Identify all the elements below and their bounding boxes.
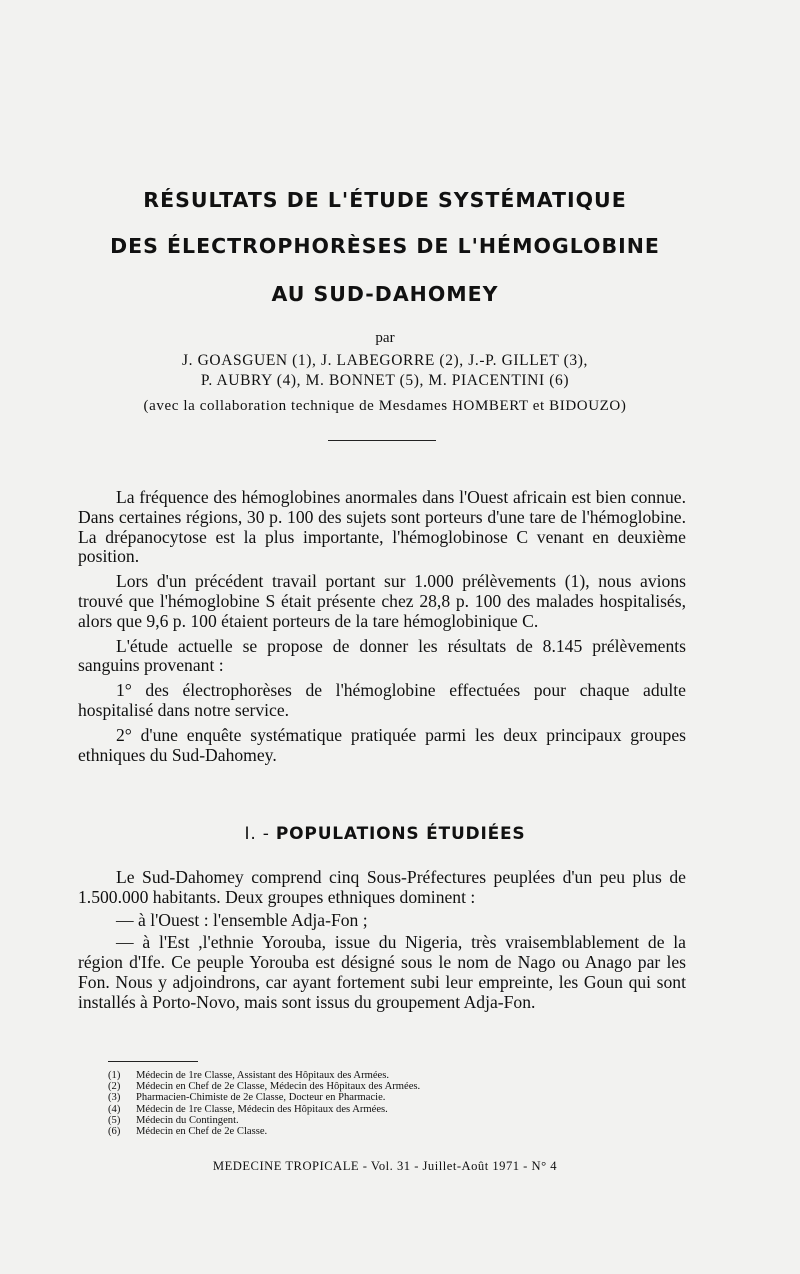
footnote-number: (1) xyxy=(108,1070,121,1081)
footnote xyxy=(108,1070,668,1081)
section-title: POPULATIONS ÉTUDIÉES xyxy=(275,824,526,844)
paragraph: Le Sud-Dahomey comprend cinq Sous-Préfectures peuplées d'un peu plus de 1.500.000 habitants. Deux groupes ethniques dominent : xyxy=(78,867,686,907)
section-1-body xyxy=(78,868,686,1016)
footnote-number: (4) xyxy=(108,1103,121,1115)
paragraph: Lors d'un précédent travail portant sur 1.000 prélèvements (1), nous avions trouvé que l'hémoglobine S était présente chez 28,8 p. 100 des malades hospitalisés, alors que 9,6 p. 100 étaient porteurs de la tare hémoglobinique C. xyxy=(78,571,686,631)
footnote xyxy=(108,1115,668,1126)
authors-line-1: J. GOASGUEN (1), J. LABEGORRE (2), J.-P. GILLET (3), xyxy=(182,352,588,369)
intro-section xyxy=(78,488,686,770)
paragraph: 2° d'une enquête systématique pratiquée parmi les deux principaux groupes ethniques du Sud-Dahomey. xyxy=(78,724,686,765)
paragraph: — à l'Ouest : l'ensemble Adja-Fon ; xyxy=(116,909,368,930)
footnote-text: Médecin en Chef de 2e Classe, Médecin des Hôpitaux des Armées. xyxy=(136,1081,421,1093)
collaboration-note: (avec la collaboration technique de Mesdames HOMBERT et BIDOUZO) xyxy=(143,398,627,414)
title-line-1: RÉSULTATS DE L'ÉTUDE SYSTÉMATIQUE xyxy=(143,188,627,212)
paragraph: 1° des électrophorèses de l'hémoglobine effectuées pour chaque adulte hospitalisé dans notre service. xyxy=(78,680,686,720)
journal-footer: MEDECINE TROPICALE - Vol. 31 - Juillet-Août 1971 - N° 4 xyxy=(212,1159,558,1173)
footnote-number: (5) xyxy=(108,1114,121,1126)
byline-par: par xyxy=(375,330,395,346)
footnote xyxy=(108,1126,668,1137)
authors-line-2: P. AUBRY (4), M. BONNET (5), M. PIACENTINI (6) xyxy=(200,372,570,389)
footnote-text: Médecin du Contingent. xyxy=(136,1114,239,1126)
footnote-text: Médecin de 1re Classe, Médecin des Hôpitaux des Armées. xyxy=(136,1103,388,1115)
footnotes xyxy=(108,1070,668,1137)
footnote-number: (6) xyxy=(108,1126,121,1138)
footnote-separator xyxy=(108,1061,198,1062)
title-line-2: DES ÉLECTROPHORÈSES DE L'HÉMOGLOBINE xyxy=(110,234,660,258)
footnote xyxy=(108,1104,668,1115)
footnote-number: (2) xyxy=(108,1081,121,1093)
section-number: I. - xyxy=(244,824,270,844)
title-separator xyxy=(328,440,436,441)
section-heading xyxy=(0,824,770,844)
title-line-3: AU SUD-DAHOMEY xyxy=(271,282,499,306)
footnote-text: Médecin de 1re Classe, Assistant des Hôpitaux des Armées. xyxy=(136,1070,390,1081)
paragraph: La fréquence des hémoglobines anormales dans l'Ouest africain est bien connue. Dans certaines régions, 30 p. 100 des sujets sont porteurs d'une tare de l'hémoglobine. La drépanocytose est la plus importante, l'hémoglobinose C venant en deuxième position. xyxy=(78,487,686,567)
footnote xyxy=(108,1081,668,1092)
paragraph: L'étude actuelle se propose de donner les résultats de 8.145 prélèvements sanguins provenant : xyxy=(78,635,686,676)
footnote-number: (3) xyxy=(108,1092,121,1104)
footnote-text: Pharmacien-Chimiste de 2e Classe, Docteur en Pharmacie. xyxy=(136,1092,386,1104)
footnote-text: Médecin en Chef de 2e Classe. xyxy=(136,1126,268,1138)
footnote xyxy=(108,1092,668,1103)
paragraph: — à l'Est ,l'ethnie Yorouba, issue du Nigeria, très vraisemblablement de la région d'Ife. Ce peuple Yorouba est désigné sous le nom de Nago ou Anago par les Fon. Nous y adjoindrons, car ayant fortement subi leur empreinte, les Goun qui sont installés à Porto-Novo, mais sont issus du groupement Adja-Fon. xyxy=(78,932,686,1012)
